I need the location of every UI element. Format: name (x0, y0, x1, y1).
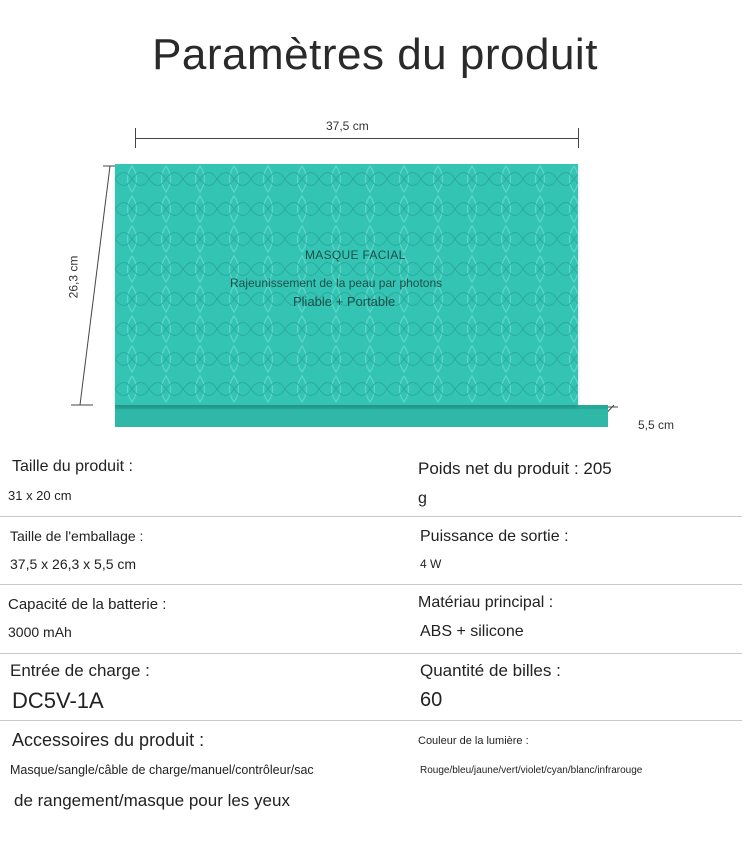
product-size-label: Taille du produit : (12, 458, 133, 475)
box-tagline: Rajeunissement de la peau par photons (230, 276, 443, 290)
depth-label: 5,5 cm (638, 418, 675, 432)
package-size-label: Taille de l'emballage : (10, 528, 144, 544)
net-weight-label: Poids net du produit : 205 (418, 459, 612, 478)
divider (0, 516, 742, 517)
box-brand-line: MASQUE FACIAL (305, 248, 406, 262)
output-power-label: Puissance de sortie : (420, 528, 569, 545)
package-size-value: 37,5 x 26,3 x 5,5 cm (10, 556, 137, 572)
light-color-label: Couleur de la lumière : (418, 735, 529, 747)
page-title: Paramètres du produit (152, 30, 598, 79)
product-size-value: 31 x 20 cm (8, 488, 72, 503)
box-features: Pliable + Portable (293, 294, 396, 309)
output-power-value: 4 W (420, 557, 442, 571)
light-color-value: Rouge/bleu/jaune/vert/violet/cyan/blanc/infrarouge (420, 765, 643, 776)
divider (0, 584, 742, 585)
box-edge (115, 405, 608, 409)
width-label: 37,5 cm (326, 119, 369, 133)
bead-count-value: 60 (420, 689, 443, 711)
battery-label: Capacité de la batterie : (8, 596, 167, 613)
divider (0, 720, 742, 721)
bead-count-label: Quantité de billes : (420, 661, 561, 680)
product-box (115, 164, 578, 405)
battery-value: 3000 mAh (8, 624, 72, 640)
divider (0, 653, 742, 654)
charging-input-value: DC5V-1A (12, 688, 104, 713)
charging-input-label: Entrée de charge : (10, 661, 150, 680)
accessories-value-line1: Masque/sangle/câble de charge/manuel/contrôleur/sac (10, 763, 314, 777)
accessories-label: Accessoires du produit : (12, 730, 205, 750)
material-label: Matériau principal : (418, 594, 554, 611)
height-label: 26,3 cm (66, 255, 81, 299)
net-weight-value: g (418, 490, 427, 507)
accessories-value-line2: de rangement/masque pour les yeux (14, 791, 290, 810)
material-value: ABS + silicone (420, 623, 524, 640)
